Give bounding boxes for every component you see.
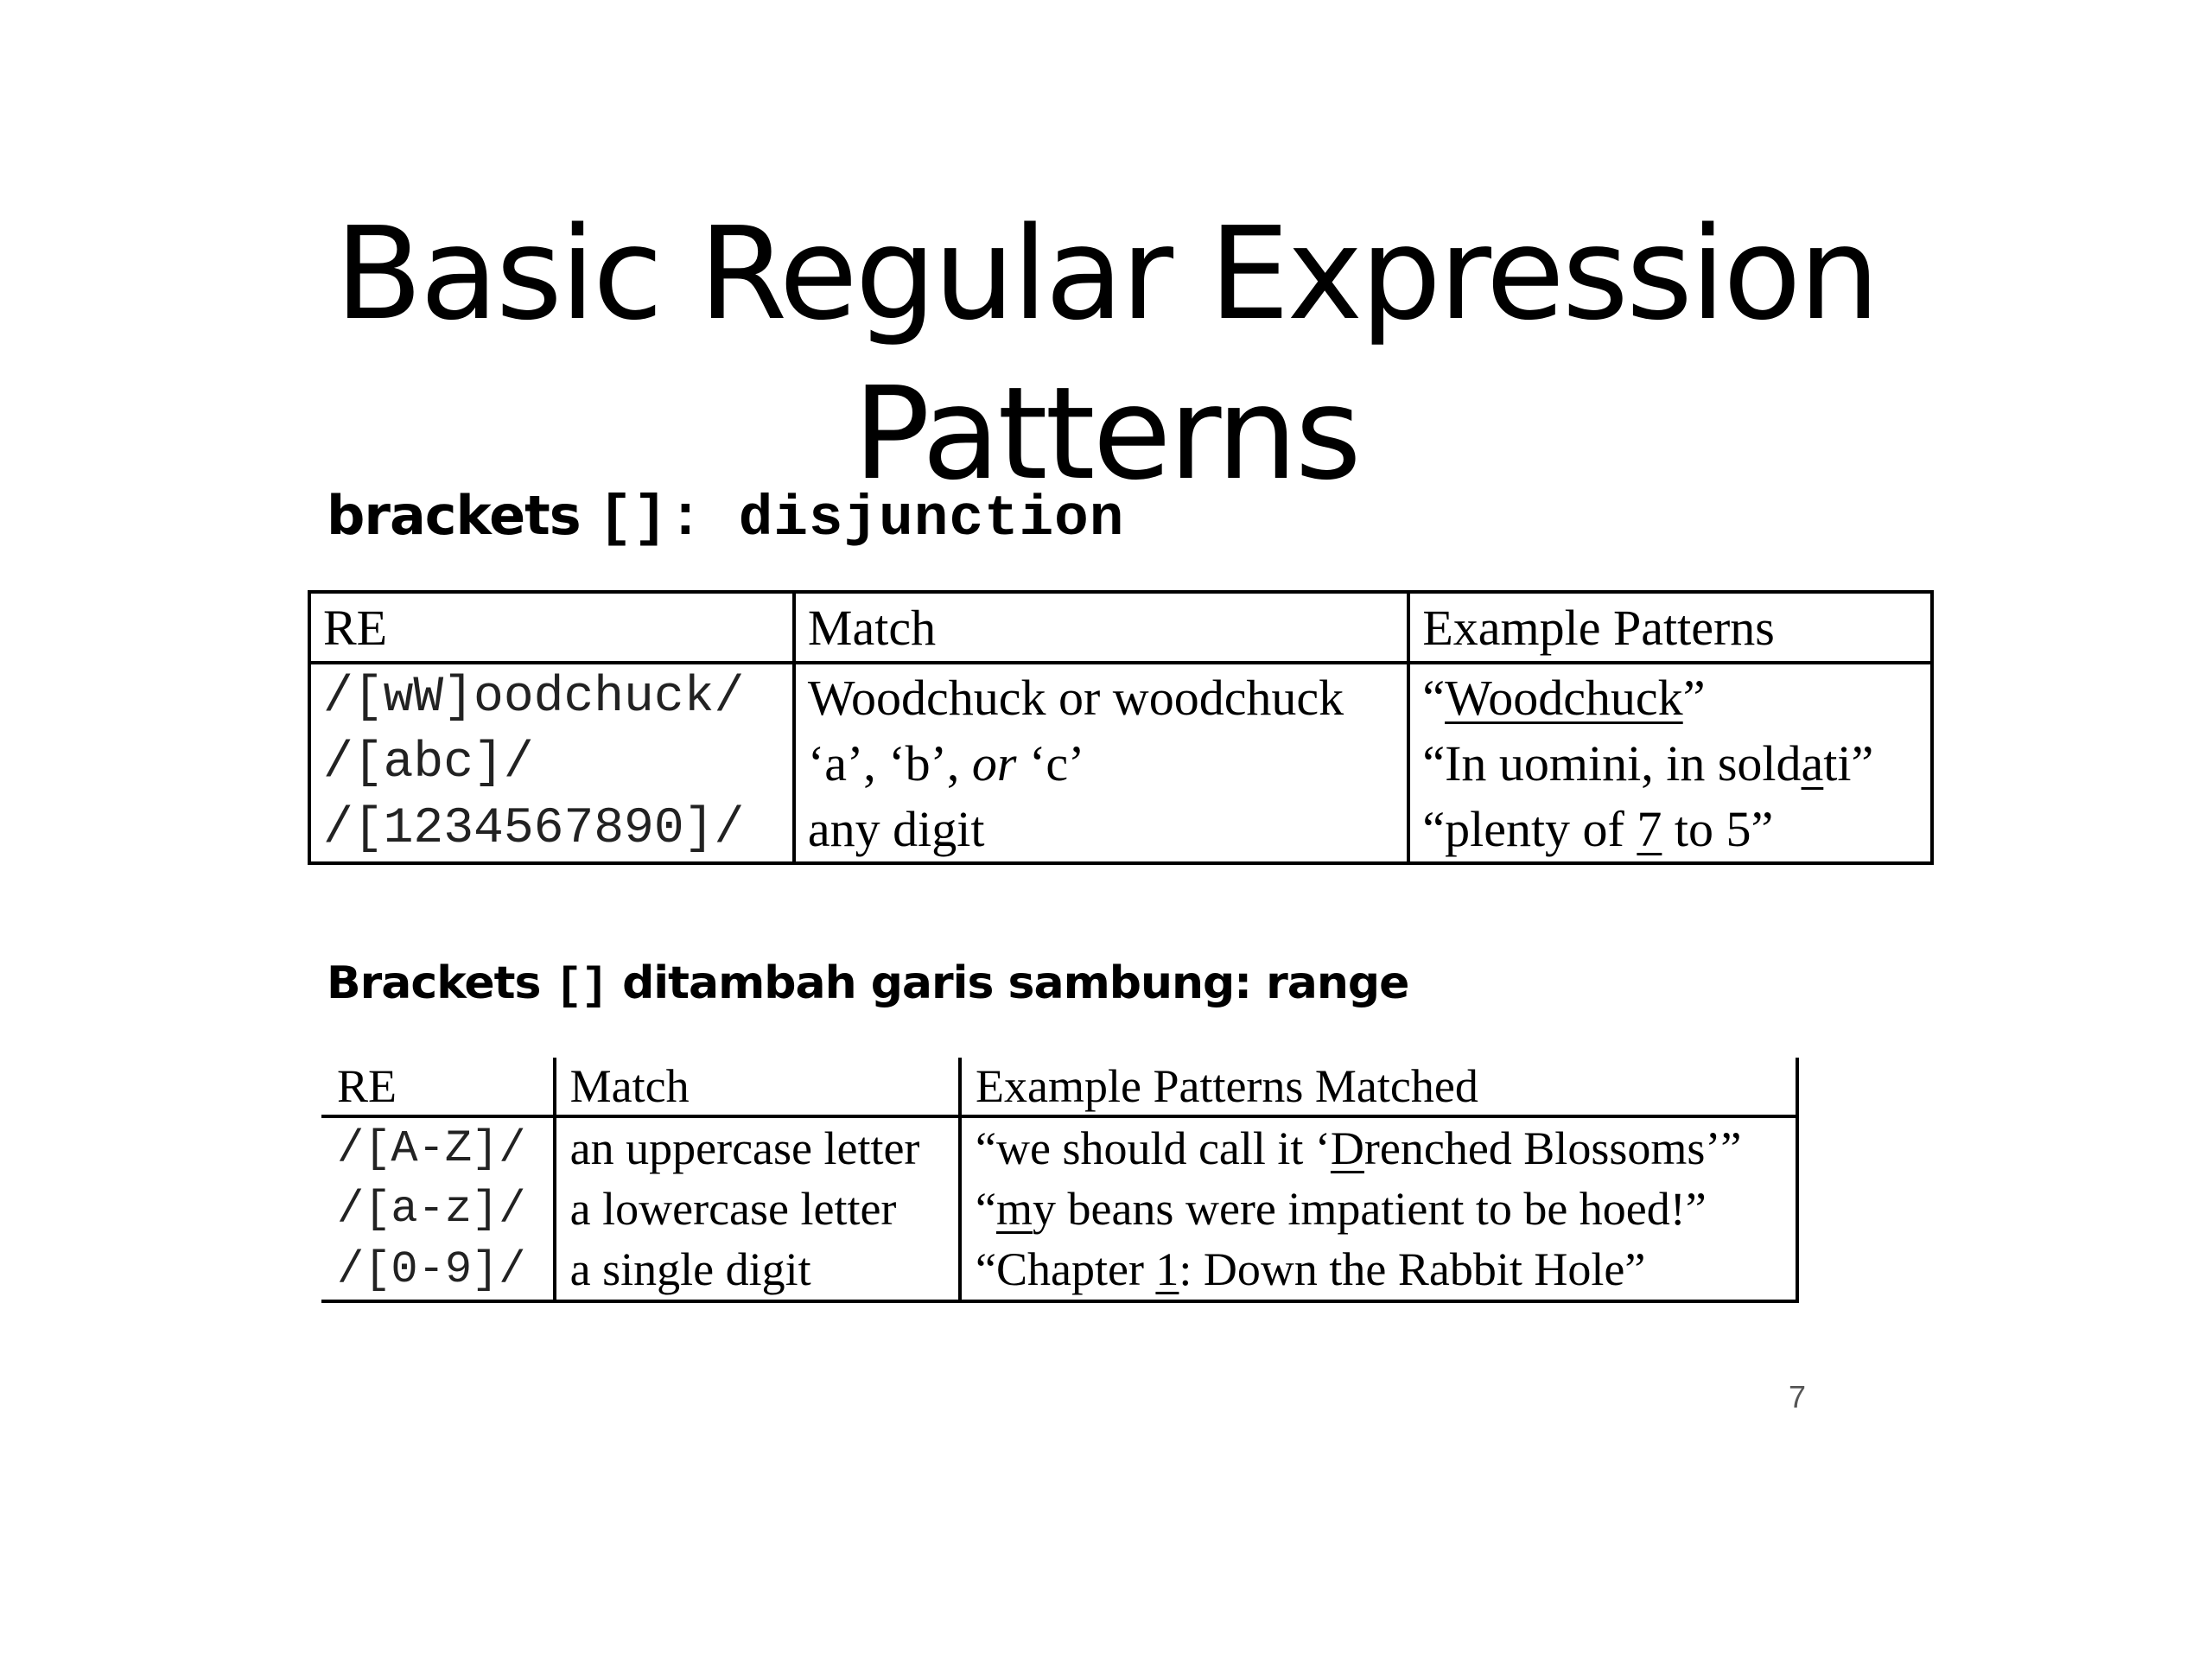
re-cell: /[0-9]/	[337, 1243, 526, 1295]
match-cell: an uppercase letter	[555, 1116, 960, 1179]
example-cell	[1408, 663, 1932, 730]
re-cell: /[1234567890]/	[309, 796, 794, 863]
section1-heading-text: brackets	[327, 484, 599, 547]
matched-highlight: a	[1801, 734, 1824, 791]
match-cell: any digit	[794, 796, 1408, 863]
match-cell: a single digit	[555, 1239, 960, 1301]
re-cell: /[a-z]/	[337, 1183, 526, 1235]
section1-heading-code: []: disjunction	[598, 486, 1125, 551]
example-text: ”	[1682, 669, 1706, 726]
slide-title-line1: Basic Regular Expression	[334, 200, 1878, 348]
column-header-match: Match	[555, 1058, 960, 1116]
re-cell: /[abc]/	[309, 730, 794, 796]
section2-heading	[327, 957, 1408, 1012]
table-header-row	[321, 1058, 1797, 1116]
column-header-match: Match	[794, 592, 1408, 663]
match-text: ‘c’	[1016, 734, 1085, 791]
section2-heading-text: Brackets	[327, 957, 556, 1009]
example-text: “In uomini, in sold	[1422, 734, 1802, 791]
column-header-example: Example Patterns Matched	[960, 1058, 1797, 1116]
table-row	[309, 730, 1932, 796]
column-header-re: RE	[309, 592, 794, 663]
re-cell: /[wW]oodchuck/	[309, 663, 794, 730]
example-cell	[1408, 796, 1932, 863]
table-row	[321, 1239, 1797, 1301]
match-emphasis: or	[971, 734, 1017, 791]
section2-heading-text-post: ditambah garis sambung: range	[607, 957, 1409, 1009]
slide-title	[0, 194, 2212, 514]
matched-highlight: 7	[1637, 800, 1662, 857]
matched-highlight: m	[995, 1183, 1033, 1235]
match-text: ‘a’, ‘b’,	[807, 734, 972, 791]
example-text: to 5”	[1662, 800, 1774, 857]
matched-highlight: D	[1330, 1122, 1364, 1174]
disjunction-table	[308, 590, 1934, 865]
table-row	[309, 663, 1932, 730]
example-cell	[960, 1179, 1797, 1239]
example-text: : Down the Rabbit Hole”	[1179, 1243, 1646, 1295]
match-cell: a lowercase letter	[555, 1179, 960, 1239]
section1-heading	[327, 484, 1124, 551]
slide-title-line2: Patterns	[853, 359, 1359, 508]
example-text: “plenty of	[1422, 800, 1637, 857]
page-number: 7	[1789, 1379, 1807, 1414]
table-header-row	[309, 592, 1932, 663]
example-text: ti”	[1823, 734, 1874, 791]
example-text: y beans were impatient to be hoed!”	[1033, 1183, 1707, 1235]
example-text: “Chapter	[976, 1243, 1156, 1295]
example-cell	[960, 1116, 1797, 1179]
example-text: renched Blossoms’”	[1363, 1122, 1742, 1174]
range-table	[321, 1058, 1799, 1303]
match-cell: Woodchuck or woodchuck	[794, 663, 1408, 730]
table-row	[321, 1116, 1797, 1179]
table-row	[321, 1179, 1797, 1239]
example-text: “	[1422, 669, 1446, 726]
column-header-example: Example Patterns	[1408, 592, 1932, 663]
matched-highlight: 1	[1155, 1243, 1179, 1295]
matched-highlight: Woodchuck	[1445, 669, 1683, 726]
example-text: “	[976, 1183, 996, 1235]
table-row	[309, 796, 1932, 863]
column-header-re: RE	[321, 1058, 555, 1116]
example-cell	[1408, 730, 1932, 796]
re-cell: /[A-Z]/	[337, 1122, 526, 1174]
example-cell	[960, 1239, 1797, 1301]
example-text: “we should call it ‘	[976, 1122, 1331, 1174]
match-cell	[794, 730, 1408, 796]
section2-heading-code: []	[555, 961, 607, 1012]
